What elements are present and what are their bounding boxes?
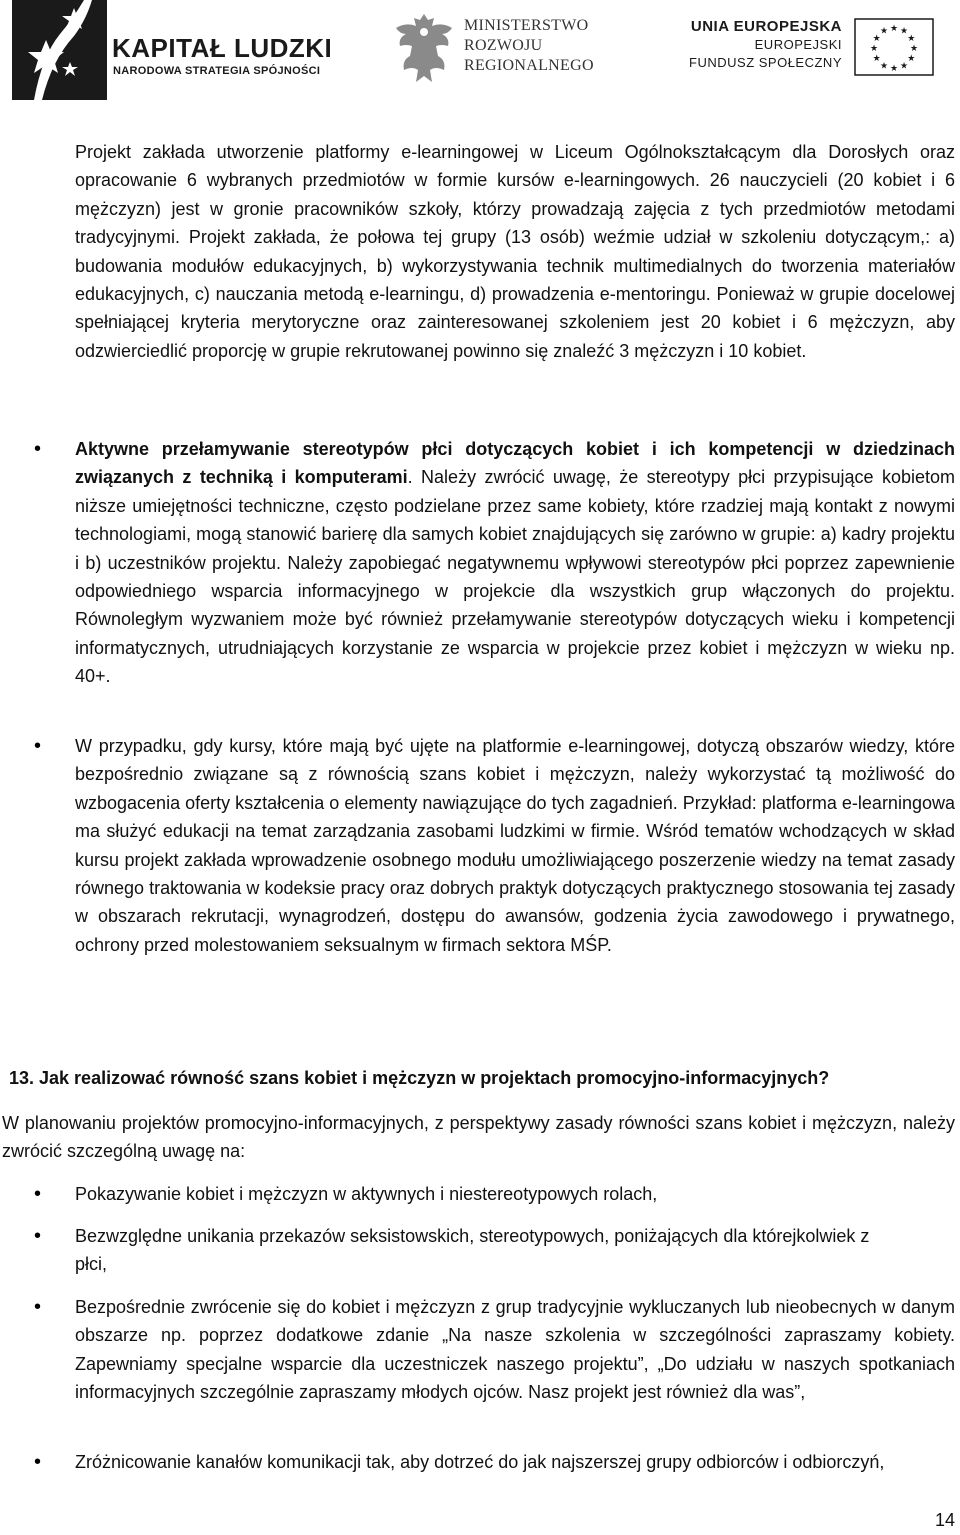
svg-text:★: ★ xyxy=(889,64,899,74)
bullet-dot: • xyxy=(34,735,42,757)
bullet-dot: • xyxy=(34,1451,42,1473)
bullet-rest-text: . Należy zwrócić uwagę, że stereotypy płci przypisujące kobietom niższe umiejętności techniczne, często podzielane przez same kobiety, które rzadziej mają kontakt z nowymi technologiami, mogą stanowić barierę dla samych kobiet znajdujących się zarówno w grupie: a) kadry projektu i b) uczestników projektu. Należy zapobiegać negatywnemu wpływowi stereotypów płci poprzez zapewnienie odpowiedniego wsparcia informacyjnego w projekcie dla wszystkich grup włączonych do projektu. Równoległym wyzwaniem może być również przełamywanie stereotypów dotyczących wieku i kompetencji informatycznych, utrudniających korzystanie ze wsparcia w projekcie przez kobiet i mężczyzn w wieku np. 40+. xyxy=(75,467,955,687)
kapital-ludzki-logo xyxy=(12,0,332,100)
page-header xyxy=(0,0,960,110)
list-item: Bezpośrednie zwrócenie się do kobiet i mężczyzn z grup tradycyjnie wykluczanych lub nieobecnych w danym obszarze np. poprzez dodatkowe zdanie „Na nasze szkolenia w szczególności zapraszamy kobiety. Zapewniamy specjalne wsparcie dla uczestniczek naszego projektu”, „Do udziału w naszych spotkaniach informacyjnych szczególnie zapraszamy młodych ojców. Nasz projekt jest również dla was”, xyxy=(75,1297,955,1403)
intro-paragraph: Projekt zakłada utworzenie platformy e-learningowej w Liceum Ogólnokształcącym dla Dorosłych oraz opracowanie 6 wybranych przedmiotów w formie kursów e-learningowych. 26 nauczycieli (20 kobiet i 6 mężczyzn) jest w gronie pracowników szkoły, którzy prowadzają zajęcia z tych przedmiotów metodami tradycyjnymi. Projekt zakłada, że połowa tej grupy (13 osób) weźmie udział w szkoleniu dotyczącym,: a) budowania modułów edukacyjnych, b) wykorzystywania technik multimedialnych do tworzenia materiałów edukacyjnych, c) nauczania metodą e-learningu, d) prowadzenia e-mentoringu. Ponieważ w grupie docelowej spełniającej kryteria merytoryczne oraz zainteresowanej szkoleniem jest 20 kobiet i 6 mężczyzn, aby odzwierciedlić proporcję w grupie rekrutowanej powinno się znaleźć 3 mężczyzn i 10 kobiet. xyxy=(75,142,955,361)
section-intro-paragraph: W planowaniu projektów promocyjno-informacyjnych, z perspektywy zasady równości szans kobiet i mężczyzn, należy zwrócić szczególną uwagę na: xyxy=(2,1113,955,1162)
bullet-dot: • xyxy=(34,1225,42,1247)
section-heading-13: 13. Jak realizować równość szans kobiet i mężczyzn w projektach promocyjno-informacyjnych? xyxy=(9,1068,830,1088)
bullet-paragraph-stereotypes xyxy=(75,435,955,691)
svg-text:★: ★ xyxy=(869,44,879,54)
polish-eagle-emblem-icon xyxy=(392,10,456,88)
svg-text:★: ★ xyxy=(899,61,909,72)
bullet-bold-lead: Aktywne przełamywanie stereotypów płci dotyczących kobiet i ich kompetencji w dziedzinach związanych z techniką i komputerami xyxy=(75,439,955,488)
ministry-line-2: ROZWOJU xyxy=(464,37,543,54)
list-item: Pokazywanie kobiet i mężczyzn w aktywnych i niestereotypowych rolach, xyxy=(75,1184,658,1204)
kapital-ludzki-star-icon xyxy=(12,0,107,100)
bullet-dot: • xyxy=(34,1296,42,1318)
list-item: Zróżnicowanie kanałów komunikacji tak, aby dotrzeć do jak najszerszej grupy odbiorców i odbiorczyń, xyxy=(75,1452,885,1472)
svg-text:★: ★ xyxy=(889,24,899,34)
bullet-dot: • xyxy=(34,1183,42,1205)
eu-line-3: FUNDUSZ SPOŁECZNY xyxy=(689,55,842,70)
ministry-name xyxy=(464,16,594,76)
ministry-line-1: MINISTERSTWO xyxy=(464,17,589,34)
bullet-paragraph-elearning-topics: W przypadku, gdy kursy, które mają być ujęte na platformie e-learningowej, dotyczą obszarów wiedzy, które bezpośrednio związane są z równością szans kobiet i mężczyzn, należy wykorzystać tą możliwość do wzbogacenia oferty kształcenia o elementy nawiązujące do tych zagadnień. Przykład: platforma e-learningowa ma służyć edukacji na temat zarządzania zasobami ludzkimi w firmie. Wśród tematów wchodzących w skład kursu projekt zakłada wprowadzenie osobnego modułu umożliwiającego poszerzenie wiedzy na temat zasady równego traktowania w kodeksie pracy oraz dobrych praktyk dotyczących praktycznego stosowania tej zasady w obszarach rekrutacji, wynagrodzeń, dostępu do awansów, godzenia życia zawodowego i prywatnego, ochrony przed molestowaniem seksualnym w firmach sektora MŚP. xyxy=(75,736,955,955)
kapital-ludzki-subtitle: NARODOWA STRATEGIA SPÓJNOŚCI xyxy=(113,65,321,77)
list-item: Bezwzględne unikania przekazów seksistowskich, stereotypowych, poniżających dla którejkolwiek z płci, xyxy=(75,1226,870,1275)
ministry-line-3: REGIONALNEGO xyxy=(464,57,594,74)
eu-logo xyxy=(682,18,942,78)
page-number: 14 xyxy=(934,1510,955,1530)
svg-text:★: ★ xyxy=(879,61,889,72)
svg-text:★: ★ xyxy=(879,26,889,37)
ministry-logo xyxy=(392,10,622,88)
svg-text:★: ★ xyxy=(872,54,881,64)
kapital-ludzki-title: KAPITAŁ LUDZKI xyxy=(112,33,333,63)
svg-text:★: ★ xyxy=(909,44,919,54)
svg-text:★: ★ xyxy=(907,54,916,64)
svg-text:★: ★ xyxy=(872,34,881,44)
bullet-dot: • xyxy=(34,438,42,460)
eu-line-1: UNIA EUROPEJSKA xyxy=(690,18,842,35)
eu-line-2: EUROPEJSKI xyxy=(754,37,842,52)
eu-stars-flag-icon xyxy=(854,18,934,76)
svg-text:★: ★ xyxy=(899,26,909,37)
svg-text:★: ★ xyxy=(907,34,916,44)
eu-name xyxy=(682,18,842,72)
